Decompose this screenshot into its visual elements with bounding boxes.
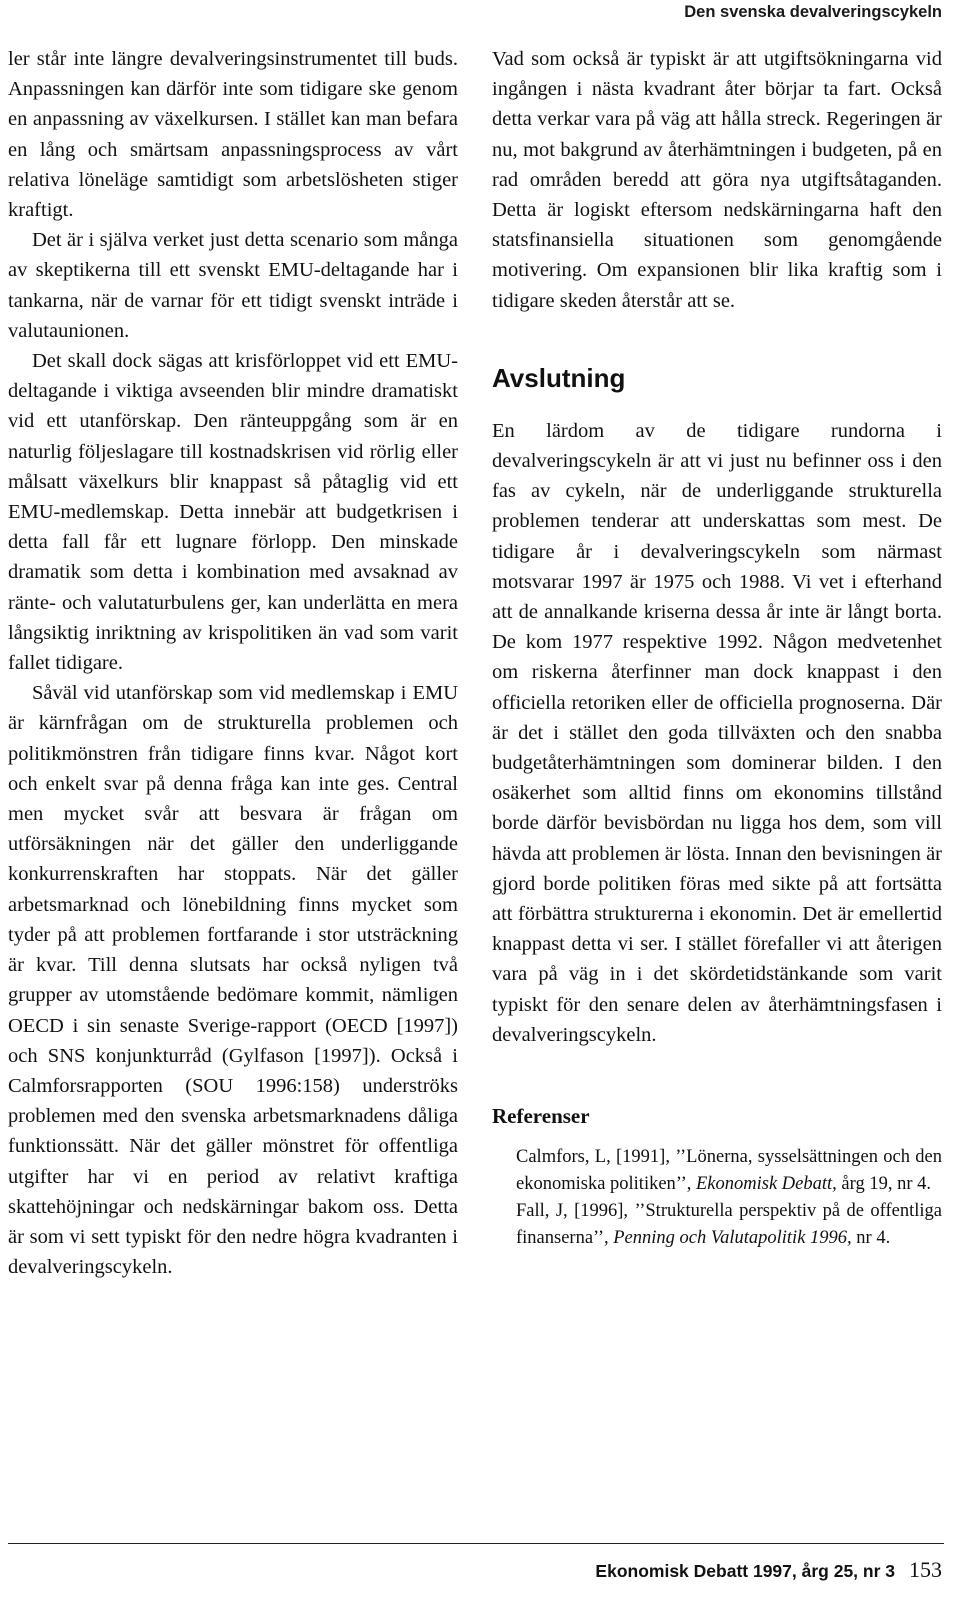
journal-citation: Ekonomisk Debatt 1997, årg 25, nr 3 (595, 1561, 895, 1581)
references-heading: Referenser (492, 1104, 590, 1129)
page-number: 153 (909, 1557, 942, 1582)
reference-item (492, 1144, 942, 1198)
paragraph: ler står inte längre devalveringsinstrumentet till buds. Anpassningen kan därför inte som tidigare ske genom en anpassning av växelkursen. I stället kan man befara en lång och smärtsam anpassningsprocess av vårt relativa löneläge samtidigt som arbetslösheten stiger kraftigt. (8, 48, 458, 222)
reference-source: Penning och Valutapolitik 1996, (613, 1228, 852, 1249)
footer-rule (8, 1543, 944, 1544)
paragraph: Såväl vid utanförskap som vid medlemskap i EMU är kärnfrågan om de strukturella problemen och politikmönstren från tidigare finns kvar. Något kort och enkelt svar på denna fråga kan inte ges. Central men mycket svår att besvara är frågan om utförsäkningen när det gäller den underliggande konkurrenskraften har stoppats. När det gäller arbetsmarknad och lönebildning finns mycket som tyder på att problemen fortfarande i stor utsträckning är kvar. Till denna slutsats har också nyligen två grupper av utomstående bedömare kommit, nämligen OECD i sin senaste Sverige-rapport (OECD [1997]) och SNS konjunkturråd (Gylfason [1997]). Också i Calmforsrapporten (SOU 1996:158) underströks problemen med den svenska arbetsmarknadens dåliga funktionssätt. När det gäller mönstret för offentliga utgifter har vi en period av relativt kraftiga skattehöjningar och nedskärningar bakom oss. Detta är som vi sett typiskt för den nedre högra kvadranten i devalveringscykeln. (8, 682, 458, 1279)
reference-text: Calmfors, L, [1991], ’’Lönerna, sysselsättningen och den ekonomiska politiken’’, (516, 1147, 942, 1195)
reference-item (492, 1198, 942, 1252)
paragraph: En lärdom av de tidigare rundorna i devalveringscykeln är att vi just nu befinner oss i den fas av cykeln, när de underliggande strukturella problemen tenderar att underskattas som mest. De tidigare år i devalveringscykeln som närmast motsvarar 1997 är 1975 och 1988. Vi vet i efterhand att de annalkande kriserna dessa år inte är långt borta. De kom 1977 respektive 1992. Någon medvetenhet om riskerna återfinner man dock knappast i den officiella retoriken eller de officiella prognoserna. Där är det i stället den goda tillväxten och den snabba budgetåterhämtningen som dominerar bilden. I den osäkerhet som alltid finns om ekonomins tillstånd borde därför bevisbördan nu ligga hos dem, som vill hävda att problemen är lösta. Innan den bevisningen är gjord borde politiken föras med sikte på att fortsätta att förbättra strukturerna i ekonomin. Det är emellertid knappast detta vi ser. I stället förefaller vi att återigen vara på väg in i det skördetidstänkande som varit typiskt för den senare delen av återhämtningsfasen i devalveringscykeln. (492, 419, 942, 1046)
paragraph: Det är i själva verket just detta scenario som många av skeptikerna till ett svenskt EMU-deltagande har i tankarna, när de varnar för ett tidigt svenskt inträde i valutaunionen. (8, 229, 458, 342)
paragraph: Vad som också är typiskt är att utgiftsökningarna vid ingången i nästa kvadrant åter börjar ta fart. Också detta verkar vara på väg att hålla streck. Regeringen är nu, mot bakgrund av återhämtningen i budgeten, på en rad områden beredd att göra nya utgiftsåtaganden. Detta är logiskt eftersom nedskärningarna haft den statsfinansiella situationen som genomgående motivering. Om expansionen blir lika kraftig som i tidigare skeden återstår att se. (492, 48, 942, 312)
page-footer (595, 1557, 942, 1583)
reference-source: Ekonomisk Debatt, (696, 1174, 837, 1195)
right-column (492, 44, 942, 1252)
reference-details: årg 19, nr 4. (836, 1174, 931, 1195)
reference-text: Fall, J, [1996], ’’Strukturella perspektiv på de offentliga finanserna’’, (516, 1201, 942, 1249)
paragraph: Det skall dock sägas att krisförloppet vid ett EMU-deltagande i viktiga avseenden blir mindre dramatiskt vid ett utanförskap. Den ränteuppgång som är en naturlig följeslagare till kostnadskrisen vid rörlig eller målsatt växelkurs blir knappast så påtaglig vid ett EMU-medlemskap. Detta innebär att budgetkrisen i detta fall får ett lugnare förlopp. Den minskade dramatik som detta i kombination med avsaknad av ränte- och valutaturbulens ger, kan underlätta en mera långsiktig inriktning av krispolitiken än vad som varit fallet tidigare. (8, 350, 458, 675)
left-column (8, 44, 458, 1282)
section-heading: Avslutning (492, 362, 626, 393)
reference-details: nr 4. (851, 1228, 891, 1249)
running-header: Den svenska devalveringscykeln (684, 3, 942, 21)
